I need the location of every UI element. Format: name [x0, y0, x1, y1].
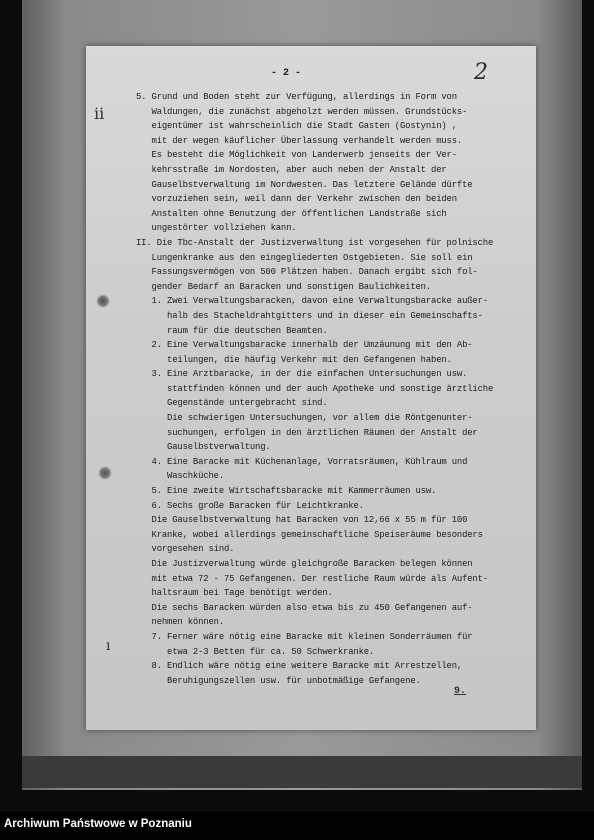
- text-line: etwa 2-3 Betten für ca. 50 Schwerkranke.: [136, 646, 375, 657]
- document-page: [86, 46, 536, 730]
- text-line: 6. Sechs große Baracken für Leichtkranke.: [136, 500, 364, 511]
- text-line: vorzuziehen sein, weil dann der Verkehr zwischen den beiden: [136, 194, 457, 205]
- text-line: vorgesehen sind.: [136, 544, 235, 555]
- text-line: teilungen, die häufig Verkehr mit den Gefangenen haben.: [136, 354, 452, 365]
- text-line: stattfinden können und der auch Apotheke und sonstige ärztliche: [136, 383, 494, 394]
- text-line: II. Die Tbc-Anstalt der Justizverwaltung ist vorgesehen für polnische: [136, 237, 494, 248]
- text-line: ungestörter vollziehen kann.: [136, 223, 297, 234]
- punch-hole: [98, 466, 112, 480]
- text-line: nehmen können.: [136, 617, 224, 628]
- text-line: kehrsstraße im Nordosten, aber auch neben der Anstalt der: [136, 164, 447, 175]
- text-line: 2. Eine Verwaltungsbaracke innerhalb der Umzäunung mit den Ab-: [136, 340, 473, 351]
- continuation-mark: 9.: [454, 686, 467, 697]
- body-text: [136, 90, 534, 688]
- text-line: Beruhigungszellen usw. für unbotmäßige Gefangene.: [136, 675, 421, 686]
- text-line: 1. Zwei Verwaltungsbaracken, davon eine Verwaltungsbaracke außer-: [136, 296, 488, 307]
- margin-pencil-mark: ⅱ: [94, 104, 105, 123]
- text-line: gender Bedarf an Baracken und sonstigen Baulichkeiten.: [136, 281, 432, 292]
- text-line: haltsraum bei Tage benötigt werden.: [136, 588, 333, 599]
- text-line: Lungenkranke aus den eingegliederten Ostgebieten. Sie soll ein: [136, 252, 473, 263]
- text-line: mit etwa 72 - 75 Gefangenen. Der restliche Raum würde als Aufent-: [136, 573, 488, 584]
- text-line: Fassungsvermögen von 500 Plätzen haben. Danach ergibt sich fol-: [136, 267, 478, 278]
- text-line: 5. Eine zweite Wirtschaftsbaracke mit Kammerräumen usw.: [136, 486, 437, 497]
- text-line: 7. Ferner wäre nötig eine Baracke mit kleinen Sonderräumen für: [136, 631, 473, 642]
- text-line: 3. Eine Arztbaracke, in der die einfachen Untersuchungen usw.: [136, 369, 468, 380]
- text-line: Kranke, wobei allerdings gemeinschaftliche Speiseräume besonders: [136, 529, 483, 540]
- text-line: Gegenstände untergebracht sind.: [136, 398, 328, 409]
- text-line: 8. Endlich wäre nötig eine weitere Baracke mit Arrestzellen,: [136, 661, 463, 672]
- text-line: suchungen, erfolgen in den ärztlichen Räumen der Anstalt der: [136, 427, 478, 438]
- text-line: 5. Grund und Boden steht zur Verfügung, allerdings in Form von: [136, 92, 457, 102]
- text-line: Gauselbstverwaltung.: [136, 442, 271, 453]
- text-line: mit der wegen käuflicher Überlassung verhandelt werden muss.: [136, 135, 463, 146]
- text-line: Die Justizverwaltung würde gleichgroße Baracken belegen können: [136, 559, 473, 569]
- page-number: - 2 -: [271, 68, 302, 79]
- text-line: Die Gauselbstverwaltung hat Baracken von 12,66 x 55 m für 100: [136, 515, 468, 526]
- text-line: halb des Stacheldrahtgitters und in dieser ein Gemeinschafts-: [136, 310, 483, 321]
- footer-bar: [0, 812, 594, 840]
- text-line: eigentümer ist wahrscheinlich die Stadt Gasten (Gostynin) ,: [136, 121, 457, 132]
- text-line: Anstalten ohne Benutzung der öffentlichen Landstraße sich: [136, 208, 447, 219]
- text-line: Waldungen, die zunächst abgeholzt werden müssen. Grundstücks-: [136, 106, 468, 117]
- text-line: Es besteht die Möglichkeit von Landerwerb jenseits der Ver-: [136, 150, 457, 161]
- handwritten-page-number: 2: [474, 60, 488, 85]
- scan-bottom-band: [22, 756, 582, 788]
- text-line: raum für die deutschen Beamten.: [136, 325, 328, 336]
- text-line: Die sechs Baracken würden also etwa bis zu 450 Gefangenen auf-: [136, 602, 473, 613]
- text-line: Waschküche.: [136, 471, 224, 482]
- text-line: Gauselbstverwaltung im Nordwesten. Das letztere Gelände dürfte: [136, 179, 473, 190]
- punch-hole: [96, 294, 110, 308]
- margin-pencil-mark: ı: [106, 638, 111, 654]
- archive-label: Archiwum Państwowe w Poznaniu: [4, 818, 192, 830]
- text-line: 4. Eine Baracke mit Küchenanlage, Vorratsräumen, Kühlraum und: [136, 456, 468, 467]
- text-line: Die schwierigen Untersuchungen, vor allem die Röntgenunter-: [136, 413, 473, 424]
